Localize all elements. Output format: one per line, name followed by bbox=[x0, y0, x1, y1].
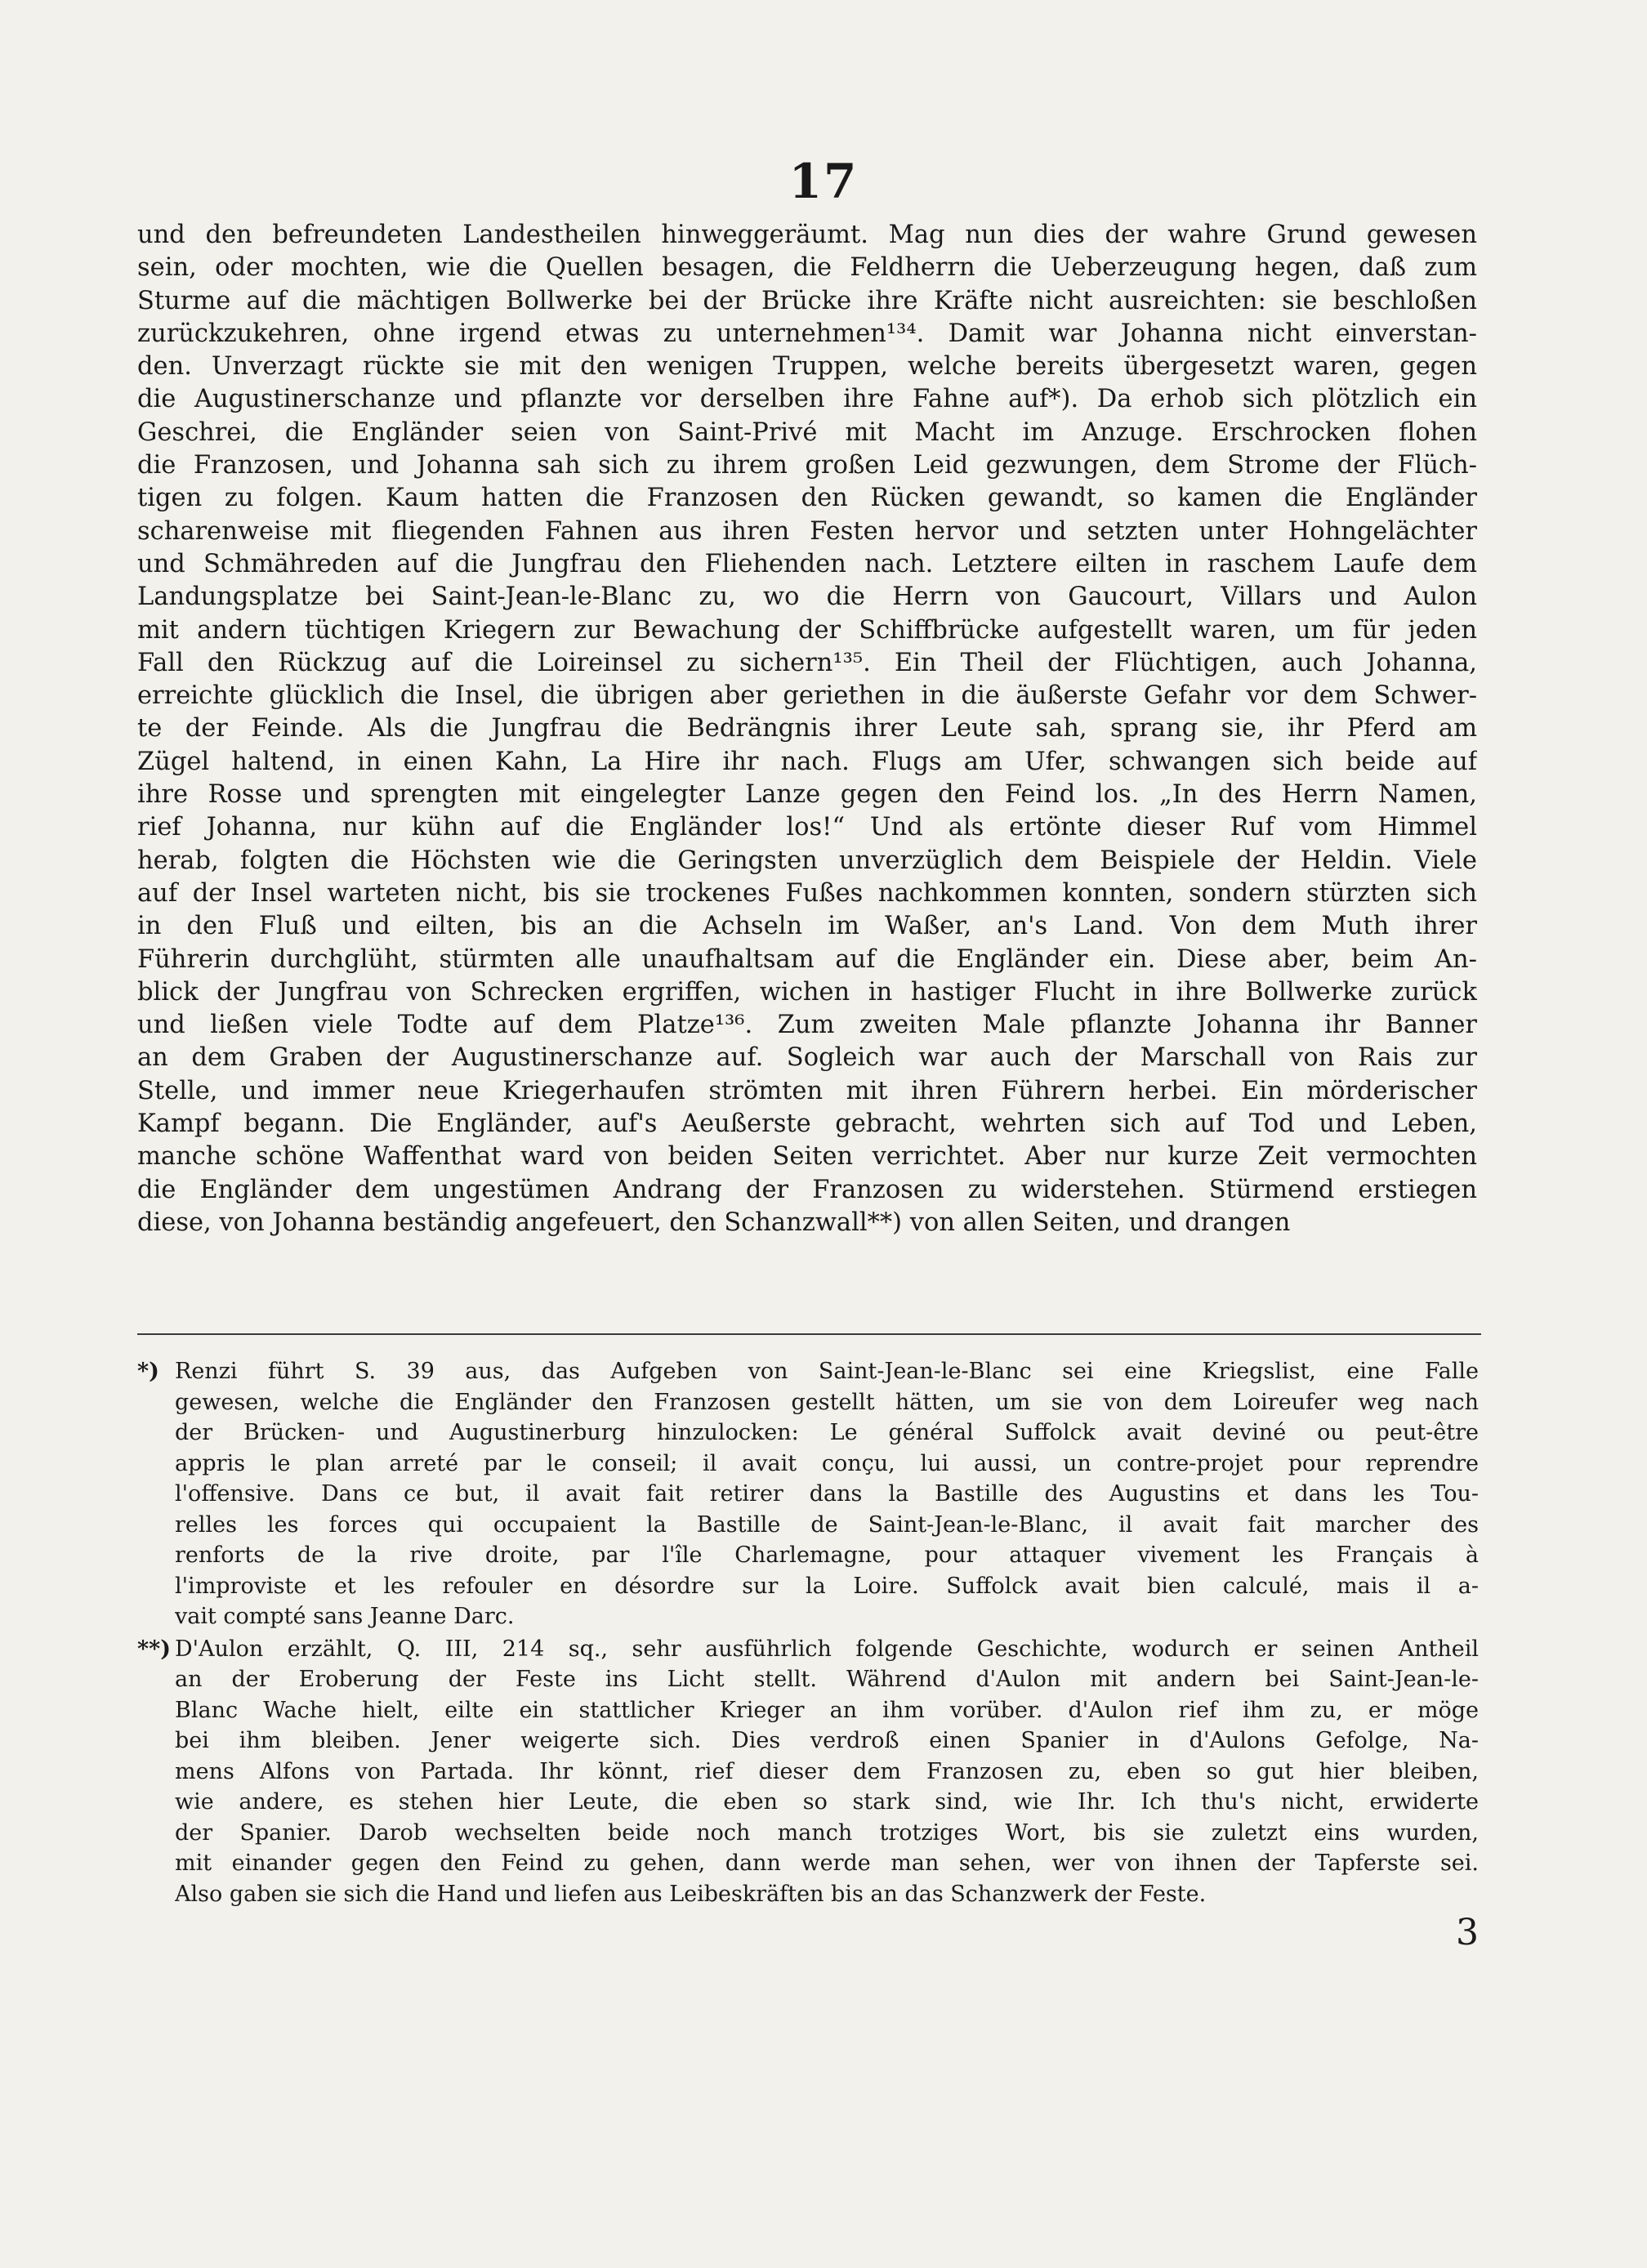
text-line: die Engländer dem ungestümen Andrang der Franzosen zu widerstehen. Stürmend erstiegen bbox=[137, 1175, 1477, 1204]
text-line: l'offensive. Dans ce but, il avait fait retirer dans la Bastille des Augustins et dans les Tou- bbox=[175, 1481, 1479, 1507]
page-number: 17 bbox=[788, 154, 859, 209]
text-line: Blanc Wache hielt, eilte ein stattlicher Krieger an ihm vorüber. d'Aulon rief ihm zu, er möge bbox=[175, 1697, 1479, 1723]
text-line: und ließen viele Todte auf dem Platze¹³⁶. Zum zweiten Male pflanzte Johanna ihr Banner bbox=[137, 1011, 1477, 1040]
text-line: sein, oder mochten, wie die Quellen besagen, die Feldherrn die Ueberzeugung hegen, daß zum bbox=[137, 253, 1477, 283]
footnote-marker: *) bbox=[137, 1359, 159, 1384]
text-line: bei ihm bleiben. Jener weigerte sich. Dies verdroß einen Spanier in d'Aulons Gefolge, Na- bbox=[175, 1728, 1479, 1753]
text-line: relles les forces qui occupaient la Bastille de Saint-Jean-le-Blanc, il avait fait marcher des bbox=[175, 1511, 1479, 1538]
text-line: erreichte glücklich die Insel, die übrigen aber geriethen in die äußerste Gefahr vor dem Schwer- bbox=[137, 681, 1477, 711]
footnote-1-text bbox=[175, 1356, 1479, 1632]
text-line: diese, von Johanna beständig angefeuert, den Schanzwall**) von allen Seiten, und drangen bbox=[137, 1208, 1291, 1237]
text-line: der Brücken- und Augustinerburg hinzulocken: Le général Suffolck avait deviné ou peut-être bbox=[175, 1420, 1479, 1445]
footnote-1 bbox=[137, 1356, 1479, 1632]
footnotes bbox=[137, 1356, 1479, 1909]
text-line: an dem Graben der Augustinerschanze auf. Sogleich war auch der Marschall von Rais zur bbox=[137, 1043, 1477, 1073]
text-line: l'improviste et les refouler en désordre sur la Loire. Suffolck avait bien calculé, mais il a- bbox=[175, 1573, 1479, 1599]
text-line: blick der Jungfrau von Schrecken ergriffen, wichen in hastiger Flucht in ihre Bollwerke zurück bbox=[137, 977, 1477, 1007]
text-line: an der Eroberung der Feste ins Licht stellt. Während d'Aulon mit andern bei Saint-Jean-le- bbox=[175, 1667, 1479, 1692]
text-line: Also gaben sie sich die Hand und liefen aus Leibeskräften bis an das Schanzwerk der Feste. bbox=[175, 1881, 1207, 1907]
text-line: appris le plan arreté par le conseil; il avait conçu, lui aussi, un contre-projet pour reprendre bbox=[175, 1450, 1479, 1476]
text-line: vait compté sans Jeanne Darc. bbox=[175, 1604, 515, 1629]
text-line: zurückzukehren, ohne irgend etwas zu unternehmen¹³⁴. Damit war Johanna nicht einverstan- bbox=[137, 319, 1477, 348]
text-line: gewesen, welche die Engländer den Franzosen gestellt hätten, um sie von dem Loireufer weg nach bbox=[175, 1389, 1479, 1415]
text-line: die Augustinerschanze und pflanzte vor derselben ihre Fahne auf*). Da erhob sich plötzlich ein bbox=[137, 385, 1477, 414]
signature-mark: 3 bbox=[1456, 1912, 1479, 1953]
text-line: scharenweise mit fliegenden Fahnen aus ihren Festen hervor und setzten unter Hohngelächter bbox=[137, 516, 1477, 546]
text-line: ihre Rosse und sprengten mit eingelegter Lanze gegen den Feind los. „In des Herrn Namen, bbox=[137, 780, 1477, 810]
footnote-2 bbox=[137, 1634, 1479, 1910]
text-line: herab, folgten die Höchsten wie die Geringsten unverzüglich dem Beispiele der Heldin. Viele bbox=[137, 846, 1477, 875]
text-line: manche schöne Waffenthat ward von beiden Seiten verrichtet. Aber nur kurze Zeit vermochten bbox=[137, 1142, 1477, 1172]
text-line: die Franzosen, und Johanna sah sich zu ihrem großen Leid gezwungen, dem Strome der Flüch- bbox=[137, 451, 1477, 480]
text-line: und Schmähreden auf die Jungfrau den Fliehenden nach. Letztere eilten in raschem Laufe dem bbox=[137, 549, 1477, 578]
text-line: der Spanier. Darob wechselten beide noch manch trotziges Wort, bis sie zuletzt eins wurden, bbox=[175, 1819, 1479, 1846]
text-line: in den Fluß und eilten, bis an die Achseln im Waßer, an's Land. Von dem Muth ihrer bbox=[137, 912, 1477, 941]
text-line: wie andere, es stehen hier Leute, die eben so stark sind, wie Ihr. Ich thu's nicht, erwiderte bbox=[175, 1789, 1479, 1815]
footnote-divider bbox=[137, 1333, 1481, 1335]
text-line: Fall den Rückzug auf die Loireinsel zu sichern¹³⁵. Ein Theil der Flüchtigen, auch Johanna, bbox=[137, 648, 1477, 677]
footnote-marker: **) bbox=[137, 1636, 172, 1662]
text-line: Zügel haltend, in einen Kahn, La Hire ihr nach. Flugs am Ufer, schwangen sich beide auf bbox=[137, 747, 1477, 776]
text-line: Geschrei, die Engländer seien von Saint-Privé mit Macht im Anzuge. Erschrocken flohen bbox=[137, 417, 1477, 447]
text-line: Kampf begann. Die Engländer, auf's Aeußerste gebracht, wehrten sich auf Tod und Leben, bbox=[137, 1109, 1477, 1139]
text-line: renforts de la rive droite, par l'île Charlemagne, pour attaquer vivement les Français à bbox=[175, 1543, 1479, 1568]
text-line: Sturme auf die mächtigen Bollwerke bei der Brücke ihre Kräfte nicht ausreichten: sie beschloßen bbox=[137, 286, 1477, 315]
text-line: Führerin durchglüht, stürmten alle unaufhaltsam auf die Engländer ein. Diese aber, beim An- bbox=[137, 944, 1477, 974]
text-line: den. Unverzagt rückte sie mit den wenigen Truppen, welche bereits übergesetzt waren, gegen bbox=[137, 352, 1477, 382]
footnote-2-text bbox=[175, 1634, 1479, 1910]
text-line: tigen zu folgen. Kaum hatten die Franzosen den Rücken gewandt, so kamen die Engländer bbox=[137, 484, 1477, 513]
main-text bbox=[137, 219, 1477, 1239]
text-line: D'Aulon erzählt, Q. III, 214 sq., sehr ausführlich folgende Geschichte, wodurch er seinen Antheil bbox=[175, 1636, 1479, 1662]
text-line: und den befreundeten Landestheilen hinweggeräumt. Mag nun dies der wahre Grund gewesen bbox=[137, 221, 1477, 249]
text-line: rief Johanna, nur kühn auf die Engländer los!“ Und als ertönte dieser Ruf vom Himmel bbox=[137, 813, 1477, 842]
text-line: auf der Insel warteten nicht, bis sie trockenes Fußes nachkommen konnten, sondern stürzten sich bbox=[137, 878, 1477, 908]
text-line: te der Feinde. Als die Jungfrau die Bedrängnis ihrer Leute sah, sprang sie, ihr Pferd am bbox=[137, 714, 1477, 743]
text-line: mit einander gegen den Feind zu gehen, dann werde man sehen, wer von ihnen der Tapferste sei. bbox=[175, 1851, 1479, 1876]
text-line: mens Alfons von Partada. Ihr könnt, rief dieser dem Franzosen zu, eben so gut hier bleiben, bbox=[175, 1758, 1479, 1784]
text-line: Landungsplatze bei Saint-Jean-le-Blanc zu, wo die Herrn von Gaucourt, Villars und Aulon bbox=[137, 583, 1477, 612]
text-line: Renzi führt S. 39 aus, das Aufgeben von Saint-Jean-le-Blanc sei eine Kriegslist, eine Falle bbox=[175, 1359, 1479, 1384]
text-line: Stelle, und immer neue Kriegerhaufen strömten mit ihren Führern herbei. Ein mörderischer bbox=[137, 1076, 1477, 1105]
text-line: mit andern tüchtigen Kriegern zur Bewachung der Schiffbrücke aufgestellt waren, um für jeden bbox=[137, 615, 1477, 645]
